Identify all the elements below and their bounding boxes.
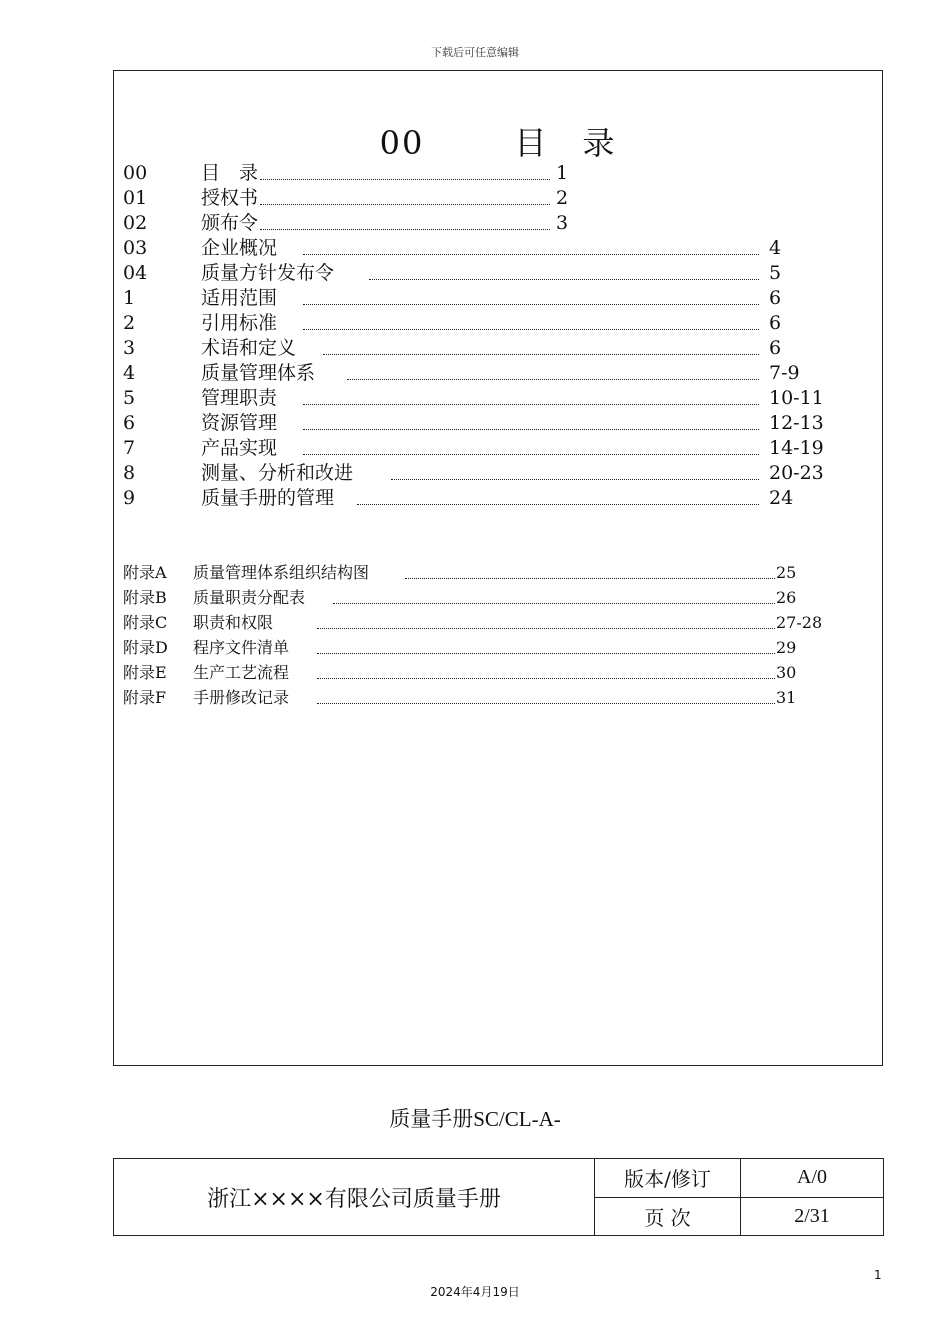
appendix-entry-page: 29 (776, 638, 797, 657)
toc-entry-page: 24 (769, 487, 794, 509)
toc-entry (123, 385, 824, 409)
company-manual-title: 浙江××××有限公司质量手册 (114, 1159, 595, 1236)
toc-leader (303, 253, 759, 255)
toc-leader (347, 378, 759, 380)
toc-entry-page: 2 (556, 187, 569, 209)
toc-entry-number: 1 (123, 287, 136, 309)
appendix-entry-page: 30 (776, 663, 797, 682)
toc-leader (357, 503, 759, 505)
toc-entry-page: 6 (769, 287, 782, 309)
appendix-entry-title: 程序文件清单 (193, 638, 290, 657)
toc-entry-page: 3 (556, 212, 569, 234)
toc-entry (123, 485, 793, 509)
toc-entry-page: 1 (556, 162, 569, 184)
page-label: 页 次 (595, 1197, 741, 1236)
toc-leader (303, 403, 759, 405)
toc-entry-number: 8 (123, 462, 136, 484)
toc-entry-number: 02 (123, 212, 148, 234)
appendix-entry (123, 561, 796, 583)
toc-entry-title: 颁布令 (201, 212, 259, 234)
toc-leader (323, 353, 759, 355)
toc-leader (303, 428, 759, 430)
appendix-entry-page: 26 (776, 588, 797, 607)
appendix-entry-page: 31 (776, 688, 797, 707)
toc-leader (260, 178, 550, 180)
toc-entry (123, 285, 781, 309)
toc-entry (123, 210, 568, 234)
appendix-leader (317, 677, 775, 679)
toc-leader (260, 203, 550, 205)
toc-leader (303, 453, 759, 455)
toc-entry (123, 460, 824, 484)
toc-entry (123, 310, 781, 334)
appendix-entry-page: 27-28 (776, 613, 823, 632)
appendix-entry-number: 附录C (123, 613, 168, 632)
toc-entry-number: 9 (123, 487, 136, 509)
toc-entry (123, 260, 781, 284)
appendix-leader (317, 702, 775, 704)
toc-entry-title: 质量方针发布令 (201, 262, 335, 284)
toc-entry-title: 质量手册的管理 (201, 487, 335, 509)
appendix-entry-number: 附录D (123, 638, 168, 657)
toc-title-number: 00 (379, 124, 425, 162)
toc-title-text: 目 录 (514, 124, 617, 162)
toc-entry-title: 适用范围 (201, 287, 278, 309)
document-control-table (113, 1158, 884, 1236)
toc-leader (260, 228, 550, 230)
appendix-entry-number: 附录E (123, 663, 167, 682)
toc-leader (391, 478, 759, 480)
toc-entry (123, 235, 781, 259)
appendix-entry-title: 质量职责分配表 (193, 588, 306, 607)
toc-entry-title: 管理职责 (201, 387, 278, 409)
toc-entry-title: 引用标准 (201, 312, 278, 334)
toc-title (113, 118, 883, 164)
toc-entry-number: 00 (123, 162, 148, 184)
appendix-leader (317, 627, 775, 629)
toc-entry (123, 410, 824, 434)
toc-entry-number: 4 (123, 362, 136, 384)
toc-entry (123, 185, 568, 209)
toc-entry-page: 14-19 (769, 437, 824, 459)
appendix-entry-number: 附录B (123, 588, 167, 607)
appendix-entry-number: 附录A (123, 563, 167, 582)
appendix-entry (123, 661, 796, 683)
appendix-entry (123, 586, 796, 608)
toc-leader (303, 328, 759, 330)
appendix-entry-page: 25 (776, 563, 797, 582)
toc-entry-number: 5 (123, 387, 136, 409)
toc-entry-page: 12-13 (769, 412, 824, 434)
toc-entry-title: 目 录 (201, 162, 259, 184)
appendix-entry-number: 附录F (123, 688, 167, 707)
toc-entry (123, 335, 781, 359)
toc-entry-title: 资源管理 (201, 412, 278, 434)
appendix-entry-title: 职责和权限 (193, 613, 274, 632)
header-note: 下载后可任意编辑 (431, 46, 519, 59)
manual-code: 质量手册SC/CL-A- (389, 1107, 561, 1131)
toc-entry-title: 测量、分析和改进 (201, 462, 354, 484)
footer-date: 2024年4月19日 (430, 1285, 520, 1299)
toc-entry-page: 4 (769, 237, 782, 259)
appendix-entry (123, 686, 796, 708)
toc-entry-number: 03 (123, 237, 148, 259)
toc-entry-title: 产品实现 (201, 437, 278, 459)
appendix-leader (405, 577, 775, 579)
toc-entry-number: 01 (123, 187, 148, 209)
appendix-entry-title: 手册修改记录 (193, 688, 290, 707)
toc-entry-page: 7-9 (769, 362, 800, 384)
appendix-entry (123, 611, 822, 633)
toc-entry-page: 6 (769, 337, 782, 359)
appendix-entry (123, 636, 796, 658)
toc-entry-page: 10-11 (769, 387, 824, 409)
toc-entry-page: 5 (769, 262, 782, 284)
toc-leader (303, 303, 759, 305)
toc-entry-title: 术语和定义 (201, 337, 297, 359)
version-value: A/0 (741, 1159, 884, 1198)
page-number: 1 (874, 1268, 882, 1282)
appendix-leader (317, 652, 775, 654)
toc-entry (123, 435, 824, 459)
toc-entry (123, 360, 800, 384)
page-value: 2/31 (741, 1197, 884, 1236)
appendix-entry-title: 生产工艺流程 (193, 663, 290, 682)
appendix-leader (333, 602, 775, 604)
appendix-entry-title: 质量管理体系组织结构图 (193, 563, 370, 582)
toc-entry-number: 04 (123, 262, 148, 284)
toc-entry-title: 企业概况 (201, 237, 278, 259)
toc-entry-page: 20-23 (769, 462, 824, 484)
toc-entry-page: 6 (769, 312, 782, 334)
toc-entry (123, 160, 568, 184)
version-label: 版本/修订 (595, 1159, 741, 1198)
toc-entry-title: 质量管理体系 (201, 362, 316, 384)
toc-leader (369, 278, 759, 280)
toc-entry-number: 2 (123, 312, 136, 334)
toc-entry-title: 授权书 (201, 187, 259, 209)
toc-entry-number: 6 (123, 412, 136, 434)
toc-entry-number: 7 (123, 437, 136, 459)
toc-entry-number: 3 (123, 337, 136, 359)
